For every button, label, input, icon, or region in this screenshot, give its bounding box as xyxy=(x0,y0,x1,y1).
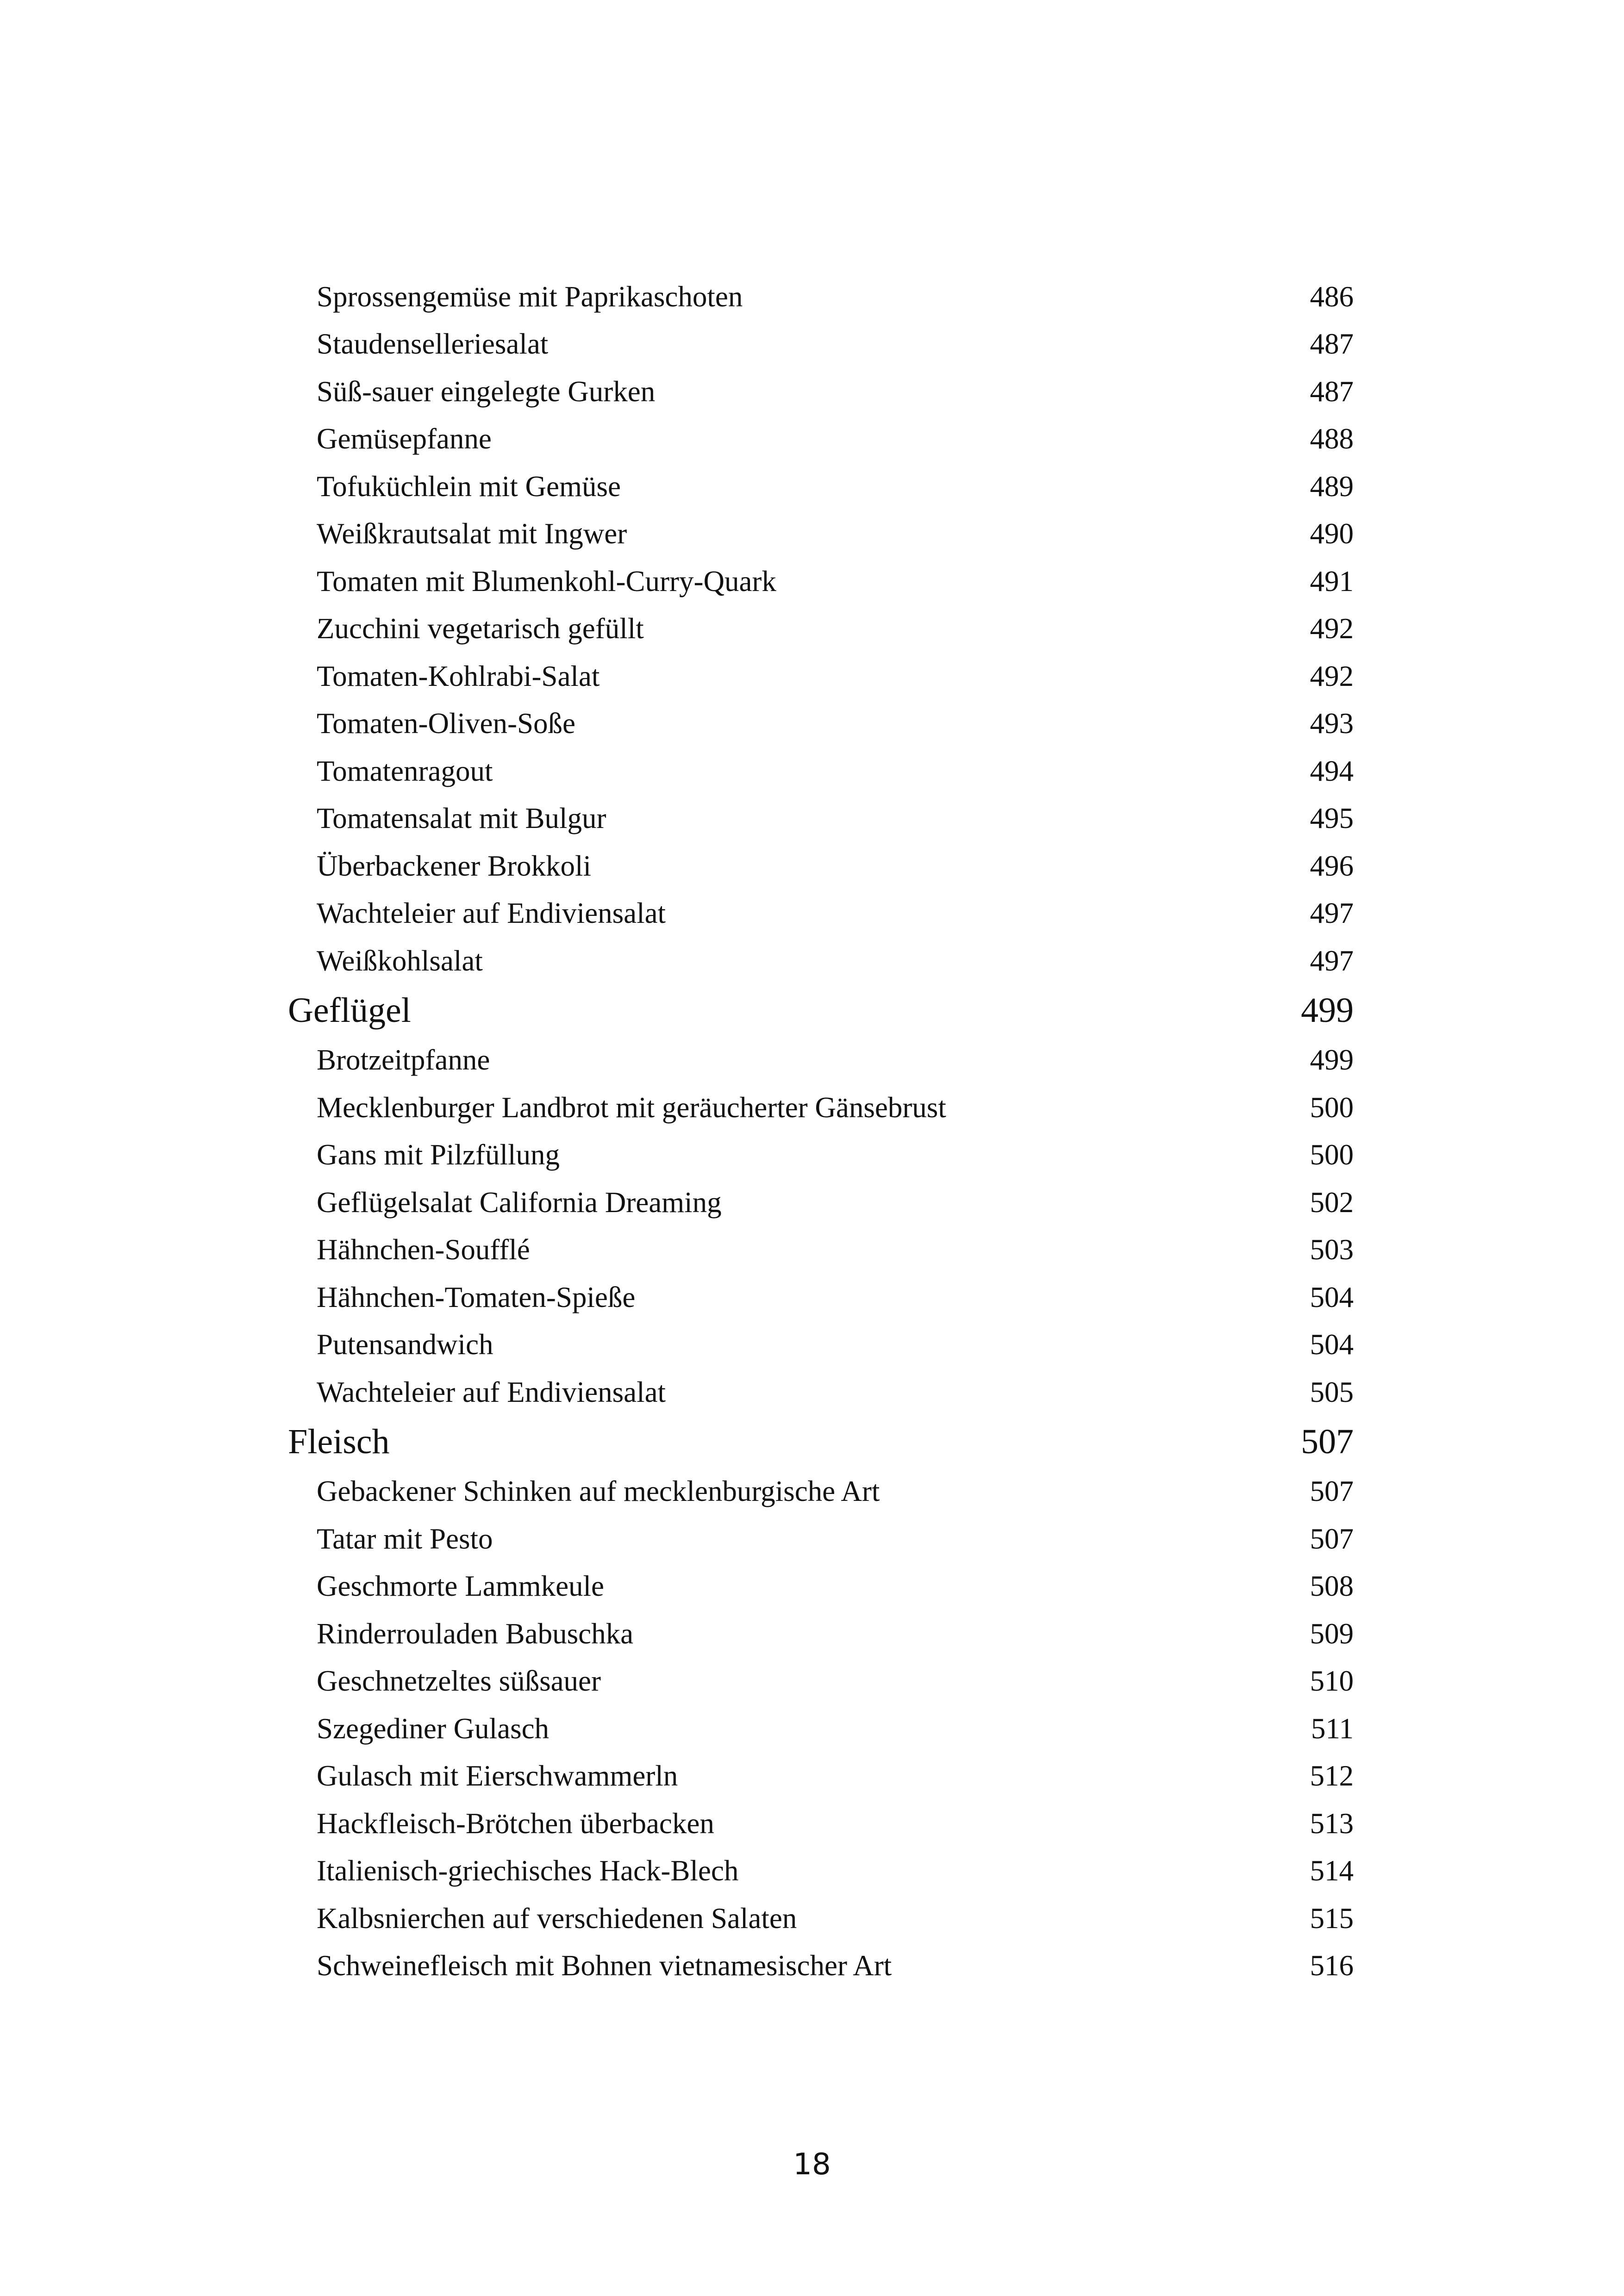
toc-entry-title: Tomaten-Oliven-Soße xyxy=(317,707,575,740)
toc-entry-title: Geflügelsalat California Dreaming xyxy=(317,1186,722,1219)
toc-entry-page: 510 xyxy=(1310,1665,1354,1698)
toc-entry-page: 504 xyxy=(1310,1281,1354,1313)
toc-section-heading xyxy=(0,985,1354,1037)
toc-entry xyxy=(0,368,1354,416)
toc-entry-page: 491 xyxy=(1310,565,1354,597)
toc-entry xyxy=(0,321,1354,368)
toc-entry-title: Tomatensalat mit Bulgur xyxy=(317,802,606,835)
toc-entry-page: 492 xyxy=(1310,660,1354,692)
toc-section-title: Fleisch xyxy=(288,1422,390,1461)
toc-entry-page: 502 xyxy=(1310,1186,1354,1219)
table-of-contents xyxy=(0,273,1624,1990)
toc-entry-page: 497 xyxy=(1310,944,1354,977)
toc-entry-page: 493 xyxy=(1310,707,1354,740)
toc-entry-title: Überbackener Brokkoli xyxy=(317,849,592,882)
toc-entry xyxy=(0,416,1354,463)
toc-entry-page: 497 xyxy=(1310,897,1354,930)
toc-entry-page: 514 xyxy=(1310,1854,1354,1887)
toc-entry xyxy=(0,1321,1354,1369)
toc-entry xyxy=(0,700,1354,748)
toc-entry-title: Italienisch-griechisches Hack-Blech xyxy=(317,1854,739,1887)
toc-entry xyxy=(0,1753,1354,1800)
toc-entry xyxy=(0,510,1354,558)
toc-entry-title: Wachteleier auf Endiviensalat xyxy=(317,1375,666,1408)
toc-entry xyxy=(0,937,1354,985)
toc-entry-title: Gebackener Schinken auf mecklenburgische Art xyxy=(317,1475,880,1508)
toc-entry xyxy=(0,1658,1354,1705)
toc-entry-title: Gans mit Pilzfüllung xyxy=(317,1139,560,1171)
toc-entry-page: 515 xyxy=(1310,1902,1354,1935)
toc-entry xyxy=(0,1274,1354,1321)
toc-entry-title: Geschnetzeltes süßsauer xyxy=(317,1665,601,1698)
toc-entry xyxy=(0,1132,1354,1179)
toc-section-page: 499 xyxy=(1301,991,1354,1030)
toc-entry xyxy=(0,842,1354,890)
toc-entry xyxy=(0,1705,1354,1753)
toc-entry-page: 516 xyxy=(1310,1949,1354,1982)
toc-entry-page: 494 xyxy=(1310,754,1354,787)
toc-entry xyxy=(0,1515,1354,1563)
toc-entry-title: Brotzeitpfanne xyxy=(317,1044,490,1076)
toc-entry-page: 487 xyxy=(1310,328,1354,361)
toc-entry xyxy=(0,558,1354,605)
toc-entry-title: Wachteleier auf Endiviensalat xyxy=(317,897,666,930)
toc-entry-title: Rinderrouladen Babuschka xyxy=(317,1617,634,1650)
toc-entry xyxy=(0,890,1354,938)
toc-entry-title: Tatar mit Pesto xyxy=(317,1522,493,1555)
toc-entry-title: Schweinefleisch mit Bohnen vietnamesischer Art xyxy=(317,1949,892,1982)
toc-entry-page: 500 xyxy=(1310,1091,1354,1124)
toc-entry-title: Hähnchen-Soufflé xyxy=(317,1233,530,1266)
toc-section-page: 507 xyxy=(1301,1422,1354,1461)
toc-entry xyxy=(0,1468,1354,1516)
toc-entry xyxy=(0,1848,1354,1895)
toc-entry-page: 492 xyxy=(1310,612,1354,645)
toc-entry-title: Gulasch mit Eierschwammerln xyxy=(317,1760,678,1792)
toc-entry-title: Mecklenburger Landbrot mit geräucherter Gänsebrust xyxy=(317,1091,946,1124)
toc-entry-page: 490 xyxy=(1310,517,1354,550)
toc-entry xyxy=(0,463,1354,510)
toc-entry-title: Weißkrautsalat mit Ingwer xyxy=(317,517,627,550)
toc-entry-page: 503 xyxy=(1310,1233,1354,1266)
toc-entry-title: Süß-sauer eingelegte Gurken xyxy=(317,375,656,408)
toc-entry-page: 507 xyxy=(1310,1522,1354,1555)
toc-entry xyxy=(0,1895,1354,1942)
toc-entry xyxy=(0,273,1354,321)
toc-entry-title: Zucchini vegetarisch gefüllt xyxy=(317,612,644,645)
toc-entry-page: 488 xyxy=(1310,423,1354,455)
toc-entry xyxy=(0,747,1354,795)
toc-entry-page: 505 xyxy=(1310,1375,1354,1408)
toc-entry-title: Sprossengemüse mit Paprikaschoten xyxy=(317,280,743,313)
toc-entry-page: 499 xyxy=(1310,1044,1354,1076)
toc-section-title: Geflügel xyxy=(288,991,411,1030)
toc-entry-title: Szegediner Gulasch xyxy=(317,1712,550,1745)
toc-entry-page: 504 xyxy=(1310,1328,1354,1361)
toc-entry-page: 513 xyxy=(1310,1807,1354,1840)
page-number: 18 xyxy=(793,2147,831,2182)
toc-entry-page: 500 xyxy=(1310,1139,1354,1171)
toc-entry xyxy=(0,605,1354,653)
toc-entry-page: 509 xyxy=(1310,1617,1354,1650)
toc-entry-page: 489 xyxy=(1310,470,1354,503)
toc-entry-page: 496 xyxy=(1310,849,1354,882)
toc-entry-title: Tofuküchlein mit Gemüse xyxy=(317,470,621,503)
toc-entry-title: Putensandwich xyxy=(317,1328,493,1361)
toc-entry-title: Weißkohlsalat xyxy=(317,944,483,977)
toc-entry-title: Staudenselleriesalat xyxy=(317,328,549,361)
toc-entry-page: 487 xyxy=(1310,375,1354,408)
toc-entry xyxy=(0,1942,1354,1990)
toc-entry-title: Kalbsnierchen auf verschiedenen Salaten xyxy=(317,1902,797,1935)
toc-entry xyxy=(0,1226,1354,1274)
toc-entry xyxy=(0,1369,1354,1416)
toc-entry-title: Hähnchen-Tomaten-Spieße xyxy=(317,1281,636,1313)
toc-entry-title: Tomaten mit Blumenkohl-Curry-Quark xyxy=(317,565,776,597)
toc-entry xyxy=(0,795,1354,843)
toc-entry xyxy=(0,1084,1354,1132)
toc-entry xyxy=(0,1800,1354,1848)
toc-entry xyxy=(0,1179,1354,1226)
toc-entry xyxy=(0,1563,1354,1611)
toc-entry-title: Hackfleisch-Brötchen überbacken xyxy=(317,1807,714,1840)
toc-entry-title: Tomaten-Kohlrabi-Salat xyxy=(317,660,600,692)
toc-entry-page: 511 xyxy=(1311,1712,1354,1745)
toc-entry-page: 512 xyxy=(1310,1760,1354,1792)
toc-entry-page: 495 xyxy=(1310,802,1354,835)
toc-entry-title: Tomatenragout xyxy=(317,754,493,787)
toc-entry-page: 486 xyxy=(1310,280,1354,313)
toc-entry-page: 507 xyxy=(1310,1475,1354,1508)
toc-section-heading xyxy=(0,1416,1354,1468)
toc-entry xyxy=(0,1610,1354,1658)
toc-entry xyxy=(0,653,1354,700)
toc-entry-title: Geschmorte Lammkeule xyxy=(317,1570,605,1603)
toc-entry xyxy=(0,1037,1354,1084)
toc-entry-page: 508 xyxy=(1310,1570,1354,1603)
toc-entry-title: Gemüsepfanne xyxy=(317,423,492,455)
